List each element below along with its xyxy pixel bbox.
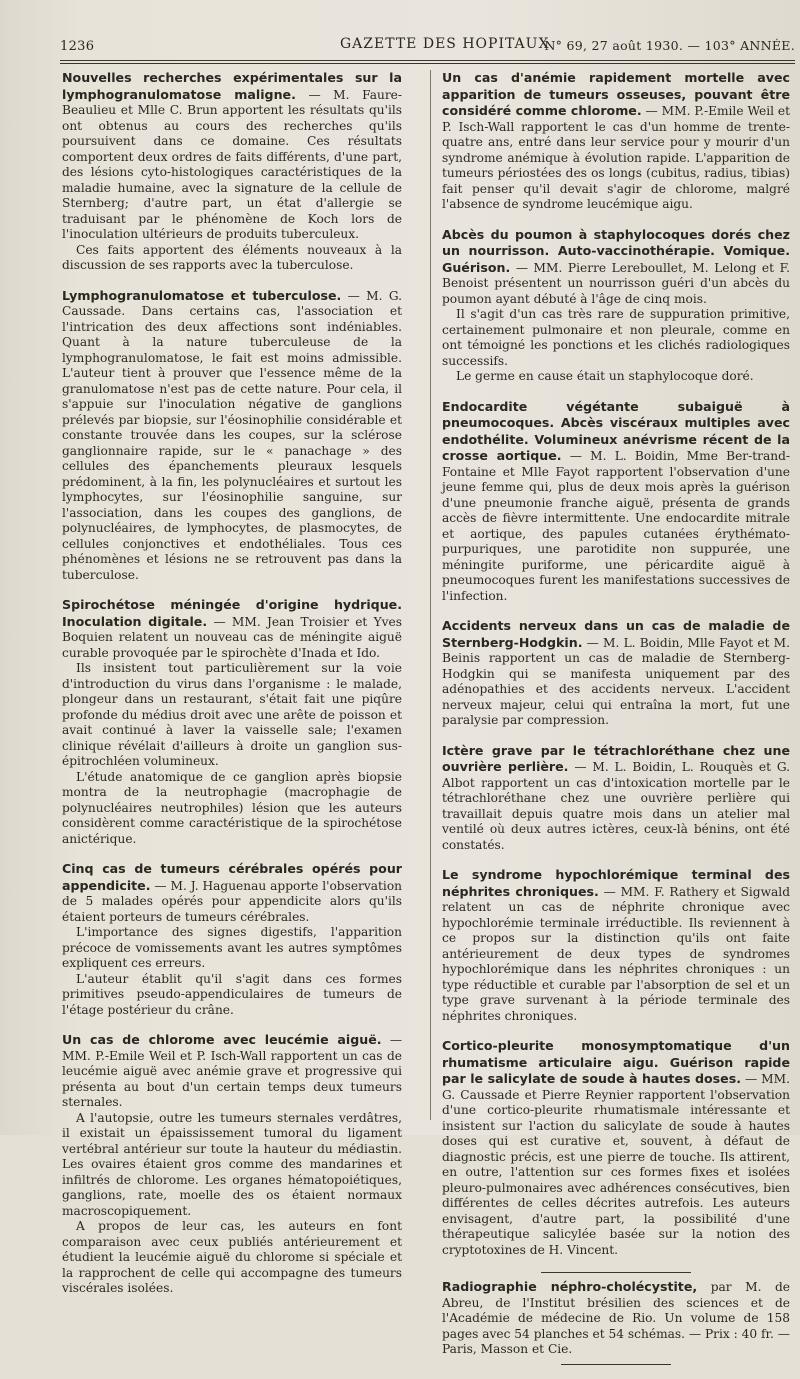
article-paragraph bbox=[442, 307, 790, 369]
paragraph-text: — MM. F. Rathery et Sigwald relatent un cas de néphrite chronique avec hypochlorémie terminale irréductible. Ils reviennent à ce propos sur la distinction qu'ils ont faite antérieurement de deux types de syndromes hypochlorémique dans les néphrites chroniques : un type réductible et curable par l'absorption de sel et un type grave survenant à la période terminale des néphrites chroniques. bbox=[442, 884, 790, 1023]
article bbox=[62, 861, 402, 1018]
article-title: Accidents nerveux dans un cas de maladie de Sternberg-Hodgkin. bbox=[442, 618, 790, 650]
paragraph-text: — M. Faure-Beaulieu et Mlle C. Brun apportent les résultats qu'ils ont obtenus au cours des recherches qu'ils poursuivent dans ce domaine. Ces résultats comportent deux ordres de faits différents, d'une part, des lésions cyto-histologiques caractéristiques de la maladie humaine, avec la signature de la cellule de Sternberg; d'autre part, un état d'allergie se traduisant par le phénomène de Koch lors de l'inoculation ultérieurs de produits tuberculeux. bbox=[62, 87, 402, 241]
header-rule-bottom bbox=[60, 63, 795, 64]
article bbox=[442, 227, 790, 385]
paragraph-text: Il s'agit d'un cas très rare de suppuration primitive, certainement pulmonaire et non pleurale, comme en ont témoigné les ponctions et les clichés radiologiques successifs. bbox=[442, 307, 790, 368]
paragraph-text: — MM. P.-Emile Weil et P. Isch-Wall rapportent le cas d'un homme de trente-quatre ans, entré dans leur service pour y mourir d'un syndrome anémique à évolution rapide. L'apparition de tumeurs périostées des os longs (cubitus, radius, tibias) fait penser qu'il devait s'agir de chlorome, malgré l'absence de syndrome leucémique aigu. bbox=[442, 104, 790, 211]
article-paragraph bbox=[62, 1219, 402, 1297]
article-paragraph bbox=[442, 1279, 790, 1358]
article-title: Un cas d'anémie rapidement mortelle avec apparition de tumeurs osseuses, pouvant être considéré comme chlorome. bbox=[442, 70, 790, 118]
article-title: Un cas de chlorome avec leucémie aiguë. bbox=[62, 1032, 382, 1047]
article-paragraph bbox=[62, 243, 402, 274]
article bbox=[442, 1272, 790, 1365]
article-title: Lymphogranulomatose et tuberculose. bbox=[62, 287, 342, 303]
paragraph-text: Le germe en cause était un staphylocoque doré. bbox=[456, 369, 754, 383]
article-paragraph bbox=[62, 288, 402, 584]
article-title: Abcès du poumon à staphylocoques dorés chez un nourrisson. Auto-vaccinothérapie. Vomique. Guérison. bbox=[442, 226, 790, 275]
article-paragraph bbox=[442, 743, 790, 854]
article-paragraph bbox=[442, 369, 790, 385]
article-paragraph bbox=[62, 925, 402, 972]
paragraph-text: — MM. Pierre Lereboullet, M. Lelong et F. Benoist présentent un nourrisson guéri d'un abcès du poumon ayant débuté à l'âge de cinq mois. bbox=[442, 260, 791, 306]
article-paragraph bbox=[442, 70, 790, 213]
article bbox=[442, 70, 790, 213]
article-paragraph bbox=[62, 770, 402, 848]
article bbox=[442, 618, 790, 729]
article bbox=[442, 1038, 790, 1258]
article-paragraph bbox=[62, 1032, 402, 1111]
page-header bbox=[60, 36, 795, 58]
paragraph-text: Ils insistent tout particulièrement sur la voie d'introduction du virus dans l'organisme : le malade, plongeur dans un restaurant, s'était fait une piqûre profonde du médius droit avec une arête de poisson et avait continué à laver la vaisselle sale; l'examen clinique révélait d'ailleurs à droite un ganglion sus-épitrochléen volumineux. bbox=[62, 661, 402, 768]
paragraph-text: par M. de Abreu, de l'Institut brésilien des sciences et de l'Académie de médecine de Rio. Un volume de 158 pages avec 54 planches et 54 schémas. — Prix : 40 fr. — Paris, Masson et Cie. bbox=[442, 1280, 791, 1356]
column-divider bbox=[430, 70, 431, 1120]
separator-rule bbox=[541, 1272, 691, 1273]
article bbox=[62, 1032, 402, 1297]
article-paragraph bbox=[442, 618, 790, 729]
article-title: Radiographie néphro-cholécystite, bbox=[442, 1279, 698, 1294]
article-title: Spirochétose méningée d'origine hydrique. Inoculation digitale. bbox=[62, 597, 402, 629]
article-title: Nouvelles recherches expérimentales sur la lymphogranulomatose maligne. bbox=[62, 70, 402, 102]
right-column bbox=[442, 70, 790, 1379]
article-paragraph bbox=[62, 661, 402, 770]
paragraph-text: — M. L. Boidin, Mme Ber-trand-Fontaine et Mlle Fayot rapportent l'observation d'une jeune femme qui, plus de deux mois après la guérison d'une pneumonie franche aiguë, présenta de grands accès de fièvre intermittente. Une endocardite mitrale et aortique, des papules cutanées érythémato-purpuriques, une parotidite non suppurée, une méningite puriforme, une péricardite aiguë à pneumocoques furent les manifestations successives de l'infection. bbox=[442, 449, 790, 603]
paragraph-text: A l'autopsie, outre les tumeurs sternales verdâtres, il existait un épaississement tumoral du ligament vertébral antérieur sur toute la hauteur du médiastin. Les ovaires étaient gros comme des mandarines et infiltrés de chlorome. Les organes hématopoiétiques, ganglions, rate, moelle des os étaient normaux macroscopiquement. bbox=[62, 1110, 402, 1218]
journal-title: GAZETTE DES HOPITAUX bbox=[340, 36, 550, 52]
article-title: Ictère grave par le tétrachloréthane chez une ouvrière perlière. bbox=[442, 742, 790, 774]
paragraph-text: L'importance des signes digestifs, l'apparition précoce de vomissements avant les autres symptômes expliquent ces erreurs. bbox=[62, 925, 402, 970]
separator-rule bbox=[561, 1364, 671, 1365]
paragraph-text: — M. G. Caussade. Dans certains cas, l'association et l'intrication des deux affections sont indéniables. Quant à la nature tuberculeuse de la lymphogranulomatose, le fait est moins admissible. L'auteur tient à prouver que l'essence même de la granulomatose n'est pas de cette nature. Pour cela, il s'appuie sur l'inoculation négative de ganglions prélevés par biopsie, sur l'éosinophilie considérable et constante trouvée dans les coupes, sur la sclérose ganglionnaire rapide, sur le « panachage » des cellules des épanchements pleuraux lesquels prédominent, à la fin, les polynucléaires et surtout les lymphocytes, sur l'éosinophilie sanguine, sur l'association, dans les coupes des ganglions, de polynucléaires, de lymphocytes, de plasmocytes, de cellules conjonctives et endothéliales. Tous ces phénomènes et lésions ne se retrouvent pas dans la tuberculose. bbox=[62, 288, 402, 582]
article-paragraph bbox=[62, 1111, 402, 1220]
article bbox=[442, 867, 790, 1024]
paragraph-text: — MM. G. Caussade et Pierre Reynier rapportent l'observation d'une cortico-pleurite rhumatismale intéressante et insistent sur l'action du salicylate de soude à hautes doses qui est curative et, souvent, à défaut de diagnostic précis, est une pierre de touche. Ils attirent, en outre, l'attention sur ces formes fixes et isolées pleuro-pulmonaires avec adhérences consécutives, bien différentes de celles décrites autrefois. Les auteurs envisagent, d'autre part, la possibilité d'une thérapeutique salicylée basée sur la notion des cryptotoxines de H. Vincent. bbox=[442, 1072, 790, 1257]
paragraph-text: — MM. P.-Emile Weil et P. Isch-Wall rapportent un cas de leucémie aiguë avec anémie grave et progressive qui présenta au bout d'un certain temps deux tumeurs sternales. bbox=[62, 1033, 402, 1109]
left-column bbox=[62, 70, 402, 1311]
paragraph-text: A propos de leur cas, les auteurs en font comparaison avec ceux publiés antérieurement et étudient la leucémie aiguë du chlorome si spéciale et la rapprochent de celle qui accompagne des tumeurs viscérales isolées. bbox=[62, 1219, 402, 1295]
issue-info: N° 69, 27 août 1930. — 103° ANNÉE. bbox=[544, 38, 795, 53]
article-paragraph bbox=[442, 867, 790, 1024]
article bbox=[62, 70, 402, 274]
paragraph-text: — M. J. Haguenau apporte l'observation de 5 malades opérés pour appendicite alors qu'ils étaient porteurs de tumeurs cérébrales. bbox=[62, 878, 403, 924]
paragraph-text: — MM. Jean Troisier et Yves Boquien relatent un nouveau cas de méningite aiguë curable provoquée par le spirochète d'Inada et Ido. bbox=[62, 614, 403, 660]
article-title: Cortico-pleurite monosymptomatique d'un rhumatisme articulaire aigu. Guérison rapide par le salicylate de soude à hautes doses. bbox=[442, 1038, 790, 1086]
article-paragraph bbox=[62, 972, 402, 1019]
article-paragraph bbox=[62, 70, 402, 243]
article bbox=[62, 288, 402, 584]
article-paragraph bbox=[442, 1038, 790, 1258]
article-paragraph bbox=[62, 597, 402, 661]
article bbox=[442, 399, 790, 605]
article-title: Endocardite végétante subaiguë à pneumocoques. Abcès viscéraux multiples avec endothélite. Volumineux anévrisme récent de la crosse aortique. bbox=[442, 398, 790, 463]
paragraph-text: Ces faits apportent des éléments nouveaux à la discussion de ses rapports avec la tuberculose. bbox=[62, 242, 402, 272]
header-rule-top bbox=[60, 60, 795, 61]
paragraph-text: L'étude anatomique de ce ganglion après biopsie montra de la neutrophagie (macrophagie de polynucléaires neutrophiles) lésion que les auteurs considèrent comme caractéristique de la spirochétose anictérique. bbox=[62, 769, 402, 846]
article bbox=[62, 597, 402, 847]
article-paragraph bbox=[442, 399, 790, 605]
article-paragraph bbox=[62, 861, 402, 925]
paragraph-text: L'auteur établit qu'il s'agit dans ces formes primitives pseudo-appendiculaires de tumeurs de l'étage postérieur du crâne. bbox=[62, 971, 402, 1017]
article-paragraph bbox=[442, 227, 790, 308]
article-title: Le syndrome hypochlorémique terminal des néphrites chroniques. bbox=[442, 867, 790, 899]
paragraph-text: — M. L. Boidin, L. Rouquès et G. Albot rapportent un cas d'intoxication mortelle par le tétrachloréthane chez une ouvrière perlière qui travaillait depuis quatre mois dans un atelier mal ventilé où deux autres ictères, ceux-là bénins, ont été constatés. bbox=[442, 760, 791, 852]
article bbox=[442, 743, 790, 854]
page-number: 1236 bbox=[60, 39, 95, 54]
article-title: Cinq cas de tumeurs cérébrales opérés pour appendicite. bbox=[62, 861, 402, 893]
paragraph-text: — M. L. Boidin, Mlle Fayot et M. Beinis rapportent un cas de maladie de Sternberg-Hodgkin qui se manifesta uniquement par des adénopathies et des accidents nerveux. L'accident nerveux majeur, celui qui entraîna la mort, fut une paralysie par compression. bbox=[442, 635, 790, 727]
